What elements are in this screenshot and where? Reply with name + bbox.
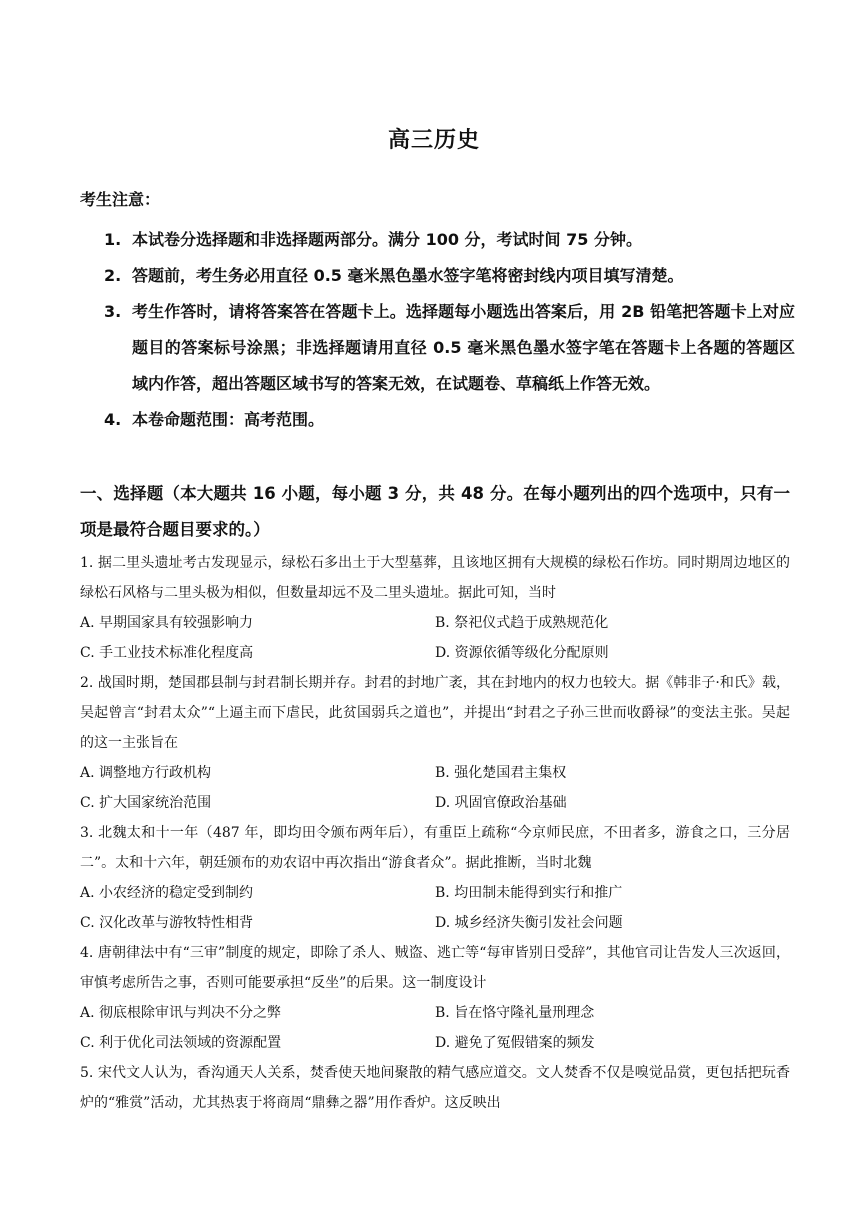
- notice-item: [80, 222, 795, 258]
- option-c: C. 利于优化司法领域的资源配置: [80, 1035, 282, 1051]
- option-d: D. 巩固官僚政治基础: [435, 795, 567, 811]
- question-stem: 2. 战国时期，楚国郡县制与封君制长期并存。封君的封地广袤，其在封地内的权力也较大。据《韩非子·和氏》载，吴起曾言“封君太众”“上逼主而下虐民，此贫国弱兵之道也”，并提出“封君之子孙三世而收爵禄”的变法主张。吴起的这一主张旨在: [80, 675, 790, 751]
- section-heading: 一、选择题（本大题共 16 小题，每小题 3 分，共 48 分。在每小题列出的四个选项中，只有一项是最符合题目要求的。）: [80, 484, 790, 539]
- option-b: B. 祭祀仪式趋于成熟规范化: [435, 615, 609, 631]
- option-b: B. 均田制未能得到实行和推广: [435, 885, 623, 901]
- question-options: [80, 608, 790, 668]
- question-1: [80, 548, 790, 668]
- notice-item-text: 本卷命题范围：高考范围。: [132, 410, 325, 429]
- question-stem: 1. 据二里头遗址考古发现显示，绿松石多出土于大型墓葬，且该地区拥有大规模的绿松石作坊。同时期周边地区的绿松石风格与二里头极为相似，但数量却远不及二里头遗址。据此可知，当时: [80, 555, 790, 601]
- option-b: B. 强化楚国君主集权: [435, 765, 567, 781]
- notice-item: [80, 294, 795, 402]
- notice-item-text: 答题前，考生务必用直径 0.5 毫米黑色墨水签字笔将密封线内项目填写清楚。: [132, 266, 684, 285]
- option-c: C. 汉化改革与游牧特性相背: [80, 915, 254, 931]
- option-a: A. 调整地方行政机构: [80, 765, 212, 781]
- option-d: D. 避免了冤假错案的频发: [435, 1035, 595, 1051]
- option-d: D. 城乡经济失衡引发社会问题: [435, 915, 623, 931]
- option-a: A. 早期国家具有较强影响力: [80, 615, 254, 631]
- notice-item-text: 本试卷分选择题和非选择题两部分。满分 100 分，考试时间 75 分钟。: [132, 230, 642, 249]
- page-title: 高三历史: [387, 128, 480, 153]
- question-stem: 4. 唐朝律法中有“三审”制度的规定，即除了杀人、贼盗、逃亡等“每审皆别日受辞”，其他官司让告发人三次返回，审慎考虑所告之事，否则可能要承担“反坐”的后果。这一制度设计: [80, 945, 790, 991]
- option-a: A. 小农经济的稳定受到制约: [80, 885, 254, 901]
- question-stem: 3. 北魏太和十一年（487 年，即均田令颁布两年后），有重臣上疏称“今京师民庶，不田者多，游食之口，三分居二”。太和十六年，朝廷颁布的劝农诏中再次指出“游食者众”。据此推断，当时北魏: [80, 825, 790, 871]
- question-list: [80, 548, 790, 1118]
- option-d: D. 资源依循等级化分配原则: [435, 645, 609, 661]
- option-a: A. 彻底根除审讯与判决不分之弊: [80, 1005, 282, 1021]
- notice-item-number: 1.: [104, 230, 122, 249]
- option-b: B. 旨在恪守隆礼量刑理念: [435, 1005, 595, 1021]
- question-options: [80, 878, 790, 938]
- notice-heading: 考生注意：: [80, 190, 161, 209]
- question-stem: 5. 宋代文人认为，香沟通天人关系，焚香使天地间聚散的精气感应道交。文人焚香不仅是嗅觉品赏，更包括把玩香炉的“雅赏”活动，尤其热衷于将商周“鼎彝之器”用作香炉。这反映出: [80, 1065, 790, 1111]
- question-3: [80, 818, 790, 938]
- question-5: [80, 1058, 790, 1118]
- question-4: [80, 938, 790, 1058]
- notice-item-number: 4.: [104, 410, 122, 429]
- option-c: C. 扩大国家统治范围: [80, 795, 212, 811]
- question-options: [80, 998, 790, 1058]
- option-c: C. 手工业技术标准化程度高: [80, 645, 254, 661]
- notice-item-text: 考生作答时，请将答案答在答题卡上。选择题每小题选出答案后，用 2B 铅笔把答题卡上对应题目的答案标号涂黑；非选择题请用直径 0.5 毫米黑色墨水签字笔在答题卡上各题的答题区域内作答，超出答题区域书写的答案无效，在试题卷、草稿纸上作答无效。: [132, 302, 795, 393]
- question-options: [80, 758, 790, 818]
- question-2: [80, 668, 790, 818]
- notice-list: [80, 222, 795, 438]
- notice-item-number: 2.: [104, 266, 122, 285]
- notice-item-number: 3.: [104, 302, 122, 321]
- notice-item: [80, 258, 795, 294]
- notice-item: [80, 402, 795, 438]
